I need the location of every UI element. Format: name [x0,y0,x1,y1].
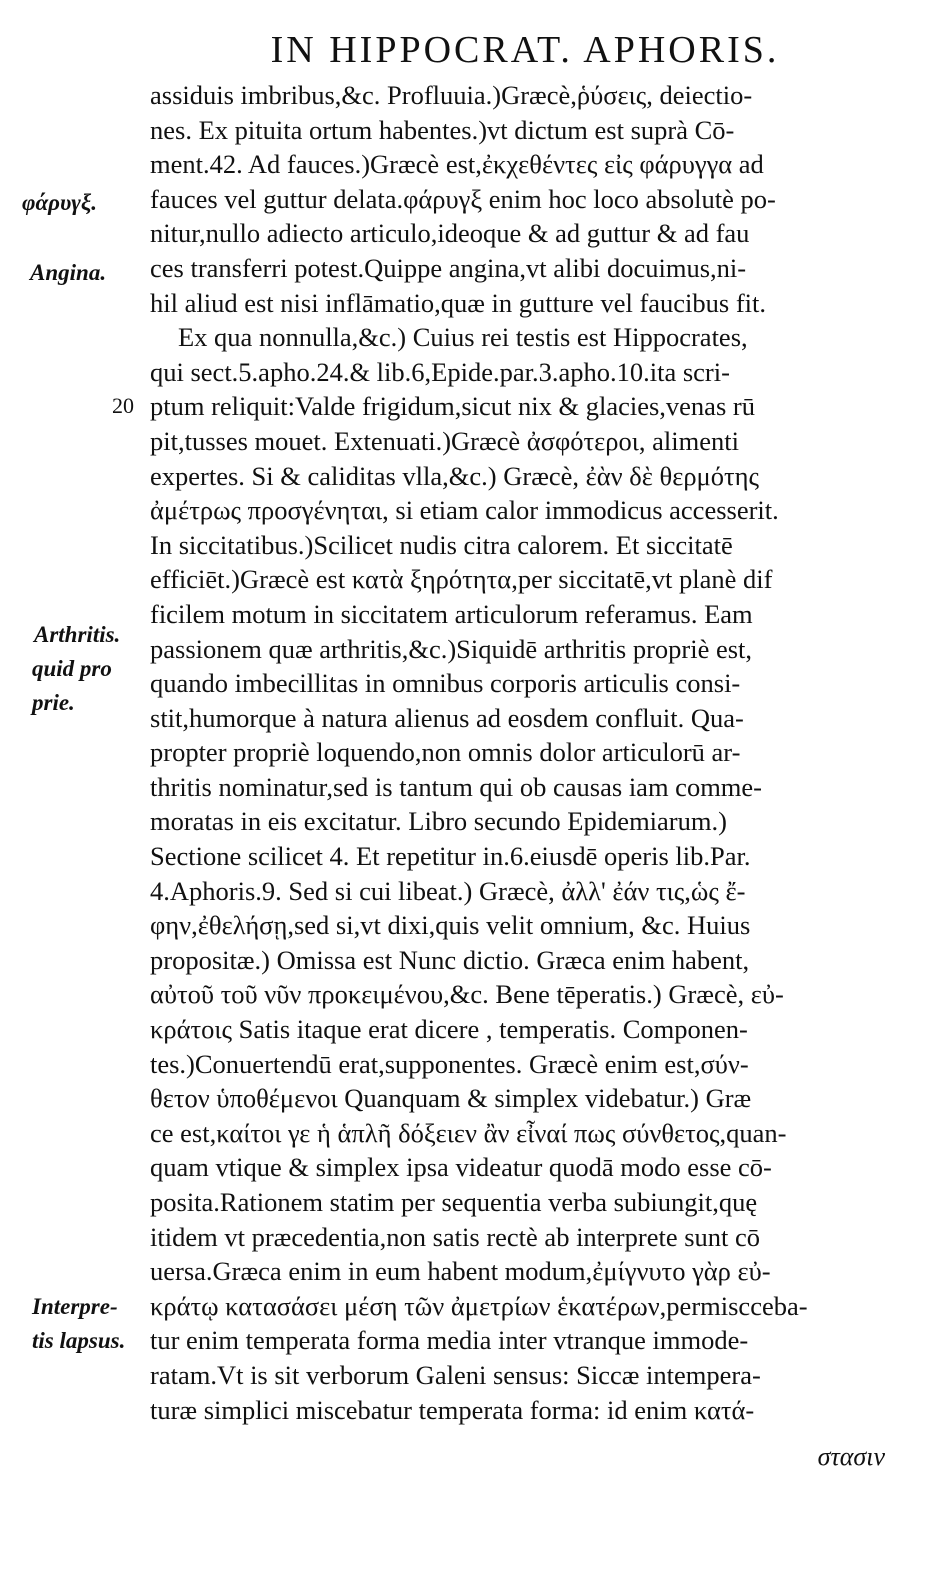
text-line: hil aliud est nisi inflāmatio,quæ in gutture vel faucibus fit. [150,287,767,318]
body-text [150,78,890,1427]
text-line: ficilem motum in siccitatem articulorum referamus. Eam [150,598,753,629]
text-line: assiduis imbribus,&c. Profluuia.)Græcè,ῥύσεις, deiectio- [150,80,753,110]
text-line: quam vtique & simplex ipsa videatur quodā modo esse cō- [150,1152,772,1183]
margin-note-arthritis-3: prie. [32,690,75,715]
text-line: passionem quæ arthritis,&c.)Siquidē arthritis propriè est, [150,633,753,664]
text-line: tur enim temperata forma media inter vtranque immode- [150,1325,749,1356]
text-line: ratam.Vt is sit verborum Galeni sensus: Siccæ intempera- [150,1359,761,1390]
text-line: posita.Rationem statim per sequentia verba subiungit,quę [150,1187,758,1217]
text-line: turæ simplici miscebatur temperata forma: id enim κατά- [150,1394,755,1425]
text-line: nes. Ex pituita ortum habentes.)vt dictum est suprà Cō- [150,114,735,145]
margin-note-pharynx: φάρυγξ. [22,190,97,215]
text-line: propter propriè loquendo,non omnis dolor articulorū ar- [150,737,741,768]
text-line: fauces vel guttur delata.φάρυγξ enim hoc loco absolutè po- [150,183,776,214]
text-line: expertes. Si & caliditas vlla,&c.) Græcè, ἐὰν δὲ θερμότης [150,460,760,491]
text-line: ment.42. Ad fauces.)Græcè est,ἐκχεθέντες εἰς φάρυγγα ad [150,149,764,180]
text-line: θετον ὑποθέμενοι Quanquam & simplex videbatur.) Græ [150,1083,752,1114]
text-line: thritis nominatur,sed is tantum qui ob causas iam comme- [150,771,763,802]
margin-note-arthritis-1: Arthritis. [34,622,121,647]
text-line: efficiēt.)Græcè est κατὰ ξηρότητα,per siccitatē,vt planè dif [150,564,773,595]
text-line: pit,tusses mouet. Extenuati.)Græcè ἀσφότεροι, alimenti [150,425,739,456]
text-line: ptum reliquit:Valde frigidum,sicut nix & glacies,venas rū [150,391,755,422]
text-line: ce est,καίτοι γε ἡ ἁπλῆ δόξειεν ἂν εἶναί πως σύνθετος,quan- [150,1117,787,1148]
margin-note-interpre-1: Interpre- [32,1294,118,1319]
text-line: qui sect.5.apho.24.& lib.6,Epide.par.3.apho.10.ita scri- [150,356,730,387]
text-line: nitur,nullo adiecto articulo,ideoque & ad guttur & ad fau [150,218,750,249]
text-line: φην,ἐθελήσῃ,sed si,vt dixi,quis velit omnium, &c. Huius [150,910,751,941]
text-line: quando imbecillitas in omnibus corporis articulis consi- [150,668,741,699]
text-line: itidem vt præcedentia,non satis rectè ab interprete sunt cō [150,1221,761,1252]
catchword: στασιν [817,1442,885,1471]
text-line: αὐτοῦ τοῦ νῦν προκειμένου,&c. Bene tēperatis.) Græcè, εὐ- [150,979,784,1010]
margin-note-interpre-2: tis lapsus. [32,1328,126,1353]
text-line: In siccitatibus.)Scilicet nudis citra calorem. Et siccitatē [150,529,733,560]
text-line: moratas in eis excitatur. Libro secundo Epidemiarum.) [150,806,727,837]
text-line: 4.Aphoris.9. Sed si cui libeat.) Græcè, ἀλλ' ἐάν τις,ὡς ἔ- [150,875,746,906]
text-line: uersa.Græca enim in eum habent modum,ἐμίγνυτο γὰρ εὐ- [150,1256,771,1287]
text-line: κράτοις Satis itaque erat dicere , temperatis. Componen- [150,1014,748,1045]
margin-note-arthritis-2: quid pro [32,656,112,681]
text-line: ces transferri potest.Quippe angina,vt alibi docuimus,ni- [150,252,747,283]
line-number: 20 [112,393,134,418]
running-head: IN HIPPOCRAT. APHORIS. [270,29,780,71]
text-line: Ex qua nonnulla,&c.) Cuius rei testis est Hippocrates, [178,322,748,353]
text-line: ἀμέτρως προσγένηται, si etiam calor immodicus accesserit. [150,495,779,526]
text-line: κράτῳ κατασάσει μέση τῶν ἀμετρίων ἑκατέρων,permiscceba- [150,1290,808,1321]
text-line: propositæ.) Omissa est Nunc dictio. Græca enim habent, [150,944,750,975]
text-line: Sectione scilicet 4. Et repetitur in.6.eiusdē operis lib.Par. [150,841,751,872]
text-line: tes.)Conuertendū erat,supponentes. Græcè enim est,σύν- [150,1048,749,1079]
text-line: stit,humorque à natura alienus ad eosdem confluit. Qua- [150,702,744,733]
margin-note-angina: Angina. [30,260,107,285]
